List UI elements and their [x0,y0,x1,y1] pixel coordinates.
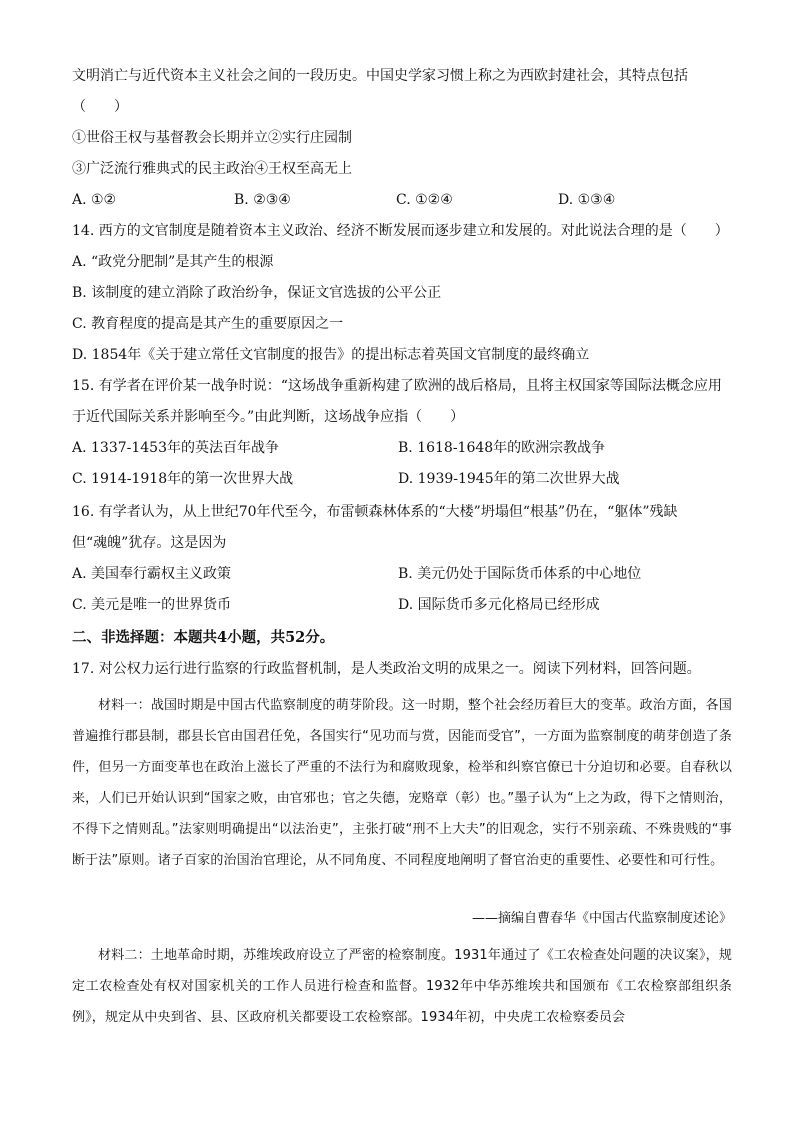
q13-option-b: B. ②③④ [234,192,291,208]
q15-option-b: B. 1618-1648年的欧洲宗教战争 [398,440,606,456]
q17-material-1 [72,690,732,876]
q15-stem-line-2: 于近代国际关系并影响至今。”由此判断，这场战争应指（ ） [72,409,465,425]
q13-option-a: A. ①② [72,192,117,208]
q15-option-c: C. 1914-1918年的第一次世界大战 [72,471,294,487]
q17-material-2 [72,940,732,1033]
q16-stem-line-1: 16. 有学者认为，从上世纪70年代至今，布雷顿森林体系的“大楼”坍塌但“根基”仍在，“躯体”残缺 [72,504,678,520]
q15-option-a: A. 1337-1453年的英法百年战争 [72,440,279,456]
q16-option-d: D. 国际货币多元化格局已经形成 [398,597,600,613]
q16-stem-line-2: 但“魂魄”犹存。这是因为 [72,535,227,551]
q13-option-c: C. ①②④ [396,192,453,208]
q13-option-d: D. ①③④ [558,192,616,208]
material-1-source: ——摘编自曹春华《中国古代监察制度述论》 [471,911,732,926]
q14-option-a: A. “政党分肥制”是其产生的根源 [72,254,274,270]
section-heading: 二、非选择题：本题共4小题，共52分。 [72,629,335,646]
q13-options [72,190,732,210]
q14-stem: 14. 西方的文官制度是随着资本主义政治、经济不断发展而逐步建立和发展的。对此说法合理的是（ ） [72,223,729,239]
q14-option-c: C. 教育程度的提高是其产生的重要原因之一 [72,316,344,332]
q16-option-c: C. 美元是唯一的世界货币 [72,597,232,613]
material-2-text: 材料二：土地革命时期，苏维埃政府设立了严密的检察制度。1931年通过了《工农检查处问题的决议案》，规定工农检查处有权对国家机关的工作人员进行检查和监督。1932年中华苏维埃共和国颁布《工农检察部组织条例》，规定从中央到省、县、区政府机关都要设工农检察部。1934年初，中央虎工农检察委员会 [72,948,732,1025]
q13-stem-line: 文明消亡与近代资本主义社会之间的一段历史。中国史学家习惯上称之为西欧封建社会，其特点包括 [72,68,688,84]
q14-option-d: D. 1854年《关于建立常任文官制度的报告》的提出标志着英国文官制度的最终确立 [72,347,590,363]
q15-stem-line-1: 15. 有学者在评价某一战争时说：“这场战争重新构建了欧洲的战后格局，且将主权国家等国际法概念应用 [72,378,722,394]
q13-statements-1: ①世俗王权与基督教会长期并立②实行庄园制 [72,130,352,146]
q13-answer-paren: （ ） [72,99,128,115]
q16-option-b: B. 美元仍处于国际货币体系的中心地位 [398,566,642,582]
q13-statements-2: ③广泛流行雅典式的民主政治④王权至高无上 [72,161,352,177]
q17-stem: 17. 对公权力运行进行监察的行政监督机制，是人类政治文明的成果之一。阅读下列材料，回答问题。 [72,661,701,677]
material-1-text: 材料一：战国时期是中国古代监察制度的萌芽阶段。这一时期，整个社会经历着巨大的变革。政治方面，各国普遍推行郡县制，郡县长官由国君任免，各国实行“见功而与赏，因能而受官”，一方面为监察制度的萌芽创造了条件，但另一方面变革也在政治上滋长了严重的不法行为和腐败现象，检举和纠察官僚已十分迫切和必要。自春秋以来，人们已开始认识到“国家之败，由官邪也；官之失德，宠赂章（彰）也。”墨子认为“上之为政，得下之情则治，不得下之情则乱。”法家则明确提出“以法治吏”，主张打破“刑不上大夫”的旧观念，实行不别亲疏、不殊贵贱的“事断于法”原则。诸子百家的治国治官理论，从不同角度、不同程度地阐明了督官治吏的重要性、必要性和可行性。 [72,698,732,868]
q15-option-d: D. 1939-1945年的第二次世界大战 [398,471,620,487]
q14-option-b: B. 该制度的建立消除了政治纷争，保证文官选拔的公平公正 [72,285,442,301]
q16-option-a: A. 美国奉行霸权主义政策 [72,566,232,582]
